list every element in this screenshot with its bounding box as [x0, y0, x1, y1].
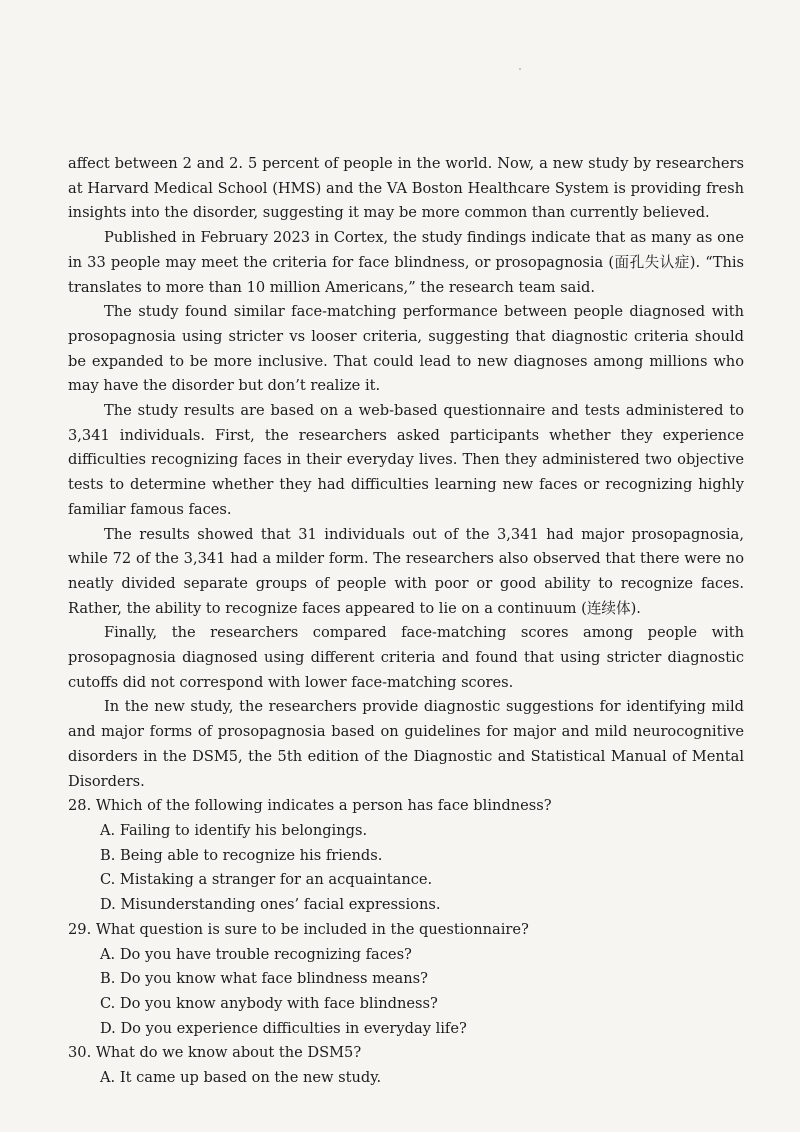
- question-stem: 29. What question is sure to be included in the questionnaire?: [68, 920, 529, 938]
- option-a[interactable]: A. Do you have trouble recognizing faces?: [100, 945, 412, 963]
- option-c[interactable]: C. Mistaking a stranger for an acquaintance.: [100, 871, 433, 889]
- passage-paragraph-7: In the new study, the researchers provide diagnostic suggestions for identifying mild and major forms of prosopagnosia based on guidelines for major and mild neurocognitive disorders in the DSM5, the 5th edition of the Diagnostic and Statistical Manual of Mental Disorders.: [68, 698, 744, 790]
- option-a[interactable]: A. Failing to identify his belongings.: [100, 821, 368, 839]
- option-d[interactable]: D. Do you experience difficulties in everyday life?: [100, 1019, 467, 1037]
- passage-paragraph-6: Finally, the researchers compared face-matching scores among people with prosopagnosia diagnosed using different criteria and found that using stricter diagnostic cutoffs did not correspond with lower face-matching scores.: [68, 624, 744, 691]
- question-28: [68, 794, 744, 918]
- option-b[interactable]: B. Do you know what face blindness means?: [100, 970, 428, 988]
- option-b[interactable]: B. Being able to recognize his friends.: [100, 846, 383, 864]
- question-29: [68, 918, 744, 1042]
- option-a[interactable]: A. It came up based on the new study.: [100, 1069, 382, 1087]
- option-d[interactable]: D. Misunderstanding ones’ facial expressions.: [100, 896, 441, 914]
- passage-paragraph-4: The study results are based on a web-based questionnaire and tests administered to 3,341 individuals. First, the researchers asked participants whether they experience difficulties recognizing faces in their everyday lives. Then they administered two objective tests to determine whether they had difficulties learning new faces or recognizing highly familiar famous faces.: [68, 402, 744, 518]
- reading-content: [68, 152, 744, 1091]
- question-stem: 30. What do we know about the DSM5?: [68, 1044, 362, 1062]
- question-30: [68, 1041, 744, 1090]
- passage-paragraph-2: Published in February 2023 in Cortex, the study findings indicate that as many as one in 33 people may meet the criteria for face blindness, or prosopagnosia (面孔失认症). “This translates to more than 10 million Americans,” the research team said.: [68, 229, 744, 296]
- passage-paragraph-3: The study found similar face-matching performance between people diagnosed with prosopagnosia using stricter vs looser criteria, suggesting that diagnostic criteria should be expanded to be more inclusive. That could lead to new diagnoses among millions who may have the disorder but don’t realize it.: [68, 303, 744, 395]
- passage-paragraph-1: affect between 2 and 2. 5 percent of people in the world. Now, a new study by researchers at Harvard Medical School (HMS) and the VA Boston Healthcare System is providing fresh insights into the disorder, suggesting it may be more common than currently believed.: [68, 155, 744, 222]
- passage-paragraph-5: The results showed that 31 individuals out of the 3,341 had major prosopagnosia, while 72 of the 3,341 had a milder form. The researchers also observed that there were no neatly divided separate groups of people with poor or good ability to recognize faces. Rather, the ability to recognize faces appeared to lie on a continuum (连续体).: [68, 525, 744, 617]
- option-c[interactable]: C. Do you know anybody with face blindness?: [100, 994, 438, 1012]
- scan-speck: [519, 68, 521, 70]
- question-stem: 28. Which of the following indicates a person has face blindness?: [68, 797, 552, 815]
